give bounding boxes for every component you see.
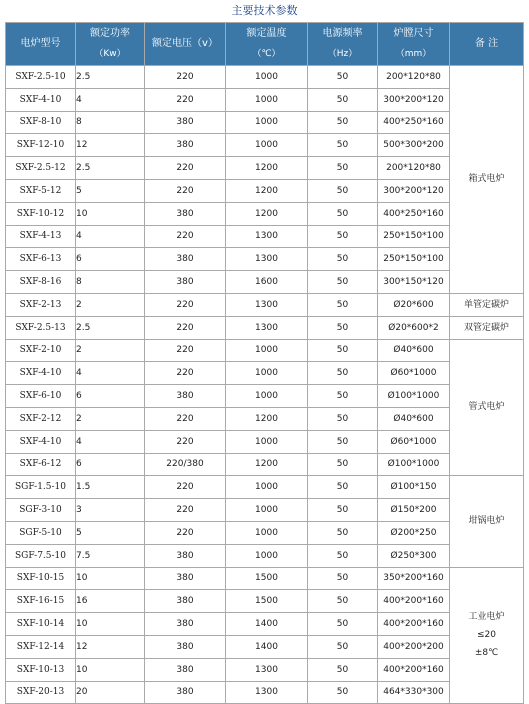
cell-model: SXF-8-16 (6, 271, 76, 294)
note-line: 工业电炉 (468, 612, 505, 623)
cell-freq: 50 (308, 567, 378, 590)
cell-freq: 50 (308, 225, 378, 248)
cell-power: 2.5 (76, 66, 145, 89)
cell-model: SXF-2.5-12 (6, 157, 76, 180)
cell-model: SXF-12-14 (6, 635, 76, 658)
cell-temp: 1300 (226, 225, 308, 248)
cell-size: Ø40*600 (378, 339, 450, 362)
cell-temp: 1300 (226, 681, 308, 704)
cell-temp: 1000 (226, 499, 308, 522)
note-line: 坩锅电炉 (468, 516, 505, 527)
cell-freq: 50 (308, 658, 378, 681)
cell-voltage: 220 (145, 88, 226, 111)
cell-model: SXF-16-15 (6, 590, 76, 613)
cell-power: 2 (76, 293, 145, 316)
cell-freq: 50 (308, 385, 378, 408)
cell-note (450, 316, 524, 339)
cell-power: 2.5 (76, 316, 145, 339)
cell-temp: 1200 (226, 202, 308, 225)
cell-temp: 1000 (226, 134, 308, 157)
cell-power: 6 (76, 385, 145, 408)
cell-size: 300*200*120 (378, 179, 450, 202)
cell-temp: 1400 (226, 635, 308, 658)
cell-power: 8 (76, 111, 145, 134)
table-row (6, 590, 524, 613)
cell-voltage: 220 (145, 316, 226, 339)
note-line: 箱式电炉 (468, 174, 505, 185)
table-row (6, 476, 524, 499)
cell-size: 400*200*160 (378, 613, 450, 636)
cell-power: 20 (76, 681, 145, 704)
cell-voltage: 220 (145, 66, 226, 89)
cell-voltage: 380 (145, 134, 226, 157)
cell-freq: 50 (308, 293, 378, 316)
cell-size: Ø150*200 (378, 499, 450, 522)
cell-freq: 50 (308, 362, 378, 385)
table-row (6, 66, 524, 89)
cell-model: SXF-2.5-13 (6, 316, 76, 339)
cell-freq: 50 (308, 590, 378, 613)
table-row (6, 521, 524, 544)
cell-model: SXF-10-14 (6, 613, 76, 636)
cell-note (450, 339, 524, 476)
cell-model: SXF-10-15 (6, 567, 76, 590)
cell-freq: 50 (308, 635, 378, 658)
table-row (6, 88, 524, 111)
cell-model: SXF-5-12 (6, 179, 76, 202)
cell-voltage: 220 (145, 476, 226, 499)
cell-freq: 50 (308, 66, 378, 89)
header-size: 炉膛尺寸 （mm） (378, 23, 450, 66)
table-row (6, 179, 524, 202)
note-line: ±8℃ (474, 648, 499, 659)
cell-size: Ø200*250 (378, 521, 450, 544)
cell-power: 10 (76, 658, 145, 681)
cell-power: 4 (76, 225, 145, 248)
cell-power: 7.5 (76, 544, 145, 567)
table-row (6, 453, 524, 476)
cell-temp: 1500 (226, 590, 308, 613)
spec-table (5, 22, 524, 704)
cell-size: Ø60*1000 (378, 362, 450, 385)
cell-freq: 50 (308, 271, 378, 294)
cell-power: 16 (76, 590, 145, 613)
table-row (6, 385, 524, 408)
cell-power: 12 (76, 134, 145, 157)
cell-power: 2.5 (76, 157, 145, 180)
cell-temp: 1000 (226, 339, 308, 362)
header-temp: 额定温度 （℃） (226, 23, 308, 66)
cell-model: SXF-20-13 (6, 681, 76, 704)
cell-size: 464*330*300 (378, 681, 450, 704)
cell-note (450, 476, 524, 567)
cell-size: 500*300*200 (378, 134, 450, 157)
cell-model: SXF-4-10 (6, 362, 76, 385)
cell-voltage: 380 (145, 658, 226, 681)
header-freq: 电源频率 （Hz） (308, 23, 378, 66)
cell-freq: 50 (308, 88, 378, 111)
cell-temp: 1300 (226, 248, 308, 271)
cell-model: SXF-2.5-10 (6, 66, 76, 89)
cell-voltage: 380 (145, 544, 226, 567)
cell-temp: 1000 (226, 111, 308, 134)
cell-model: SGF-1.5-10 (6, 476, 76, 499)
table-row (6, 681, 524, 704)
cell-power: 5 (76, 521, 145, 544)
cell-model: SGF-7.5-10 (6, 544, 76, 567)
cell-power: 2 (76, 339, 145, 362)
cell-model: SGF-3-10 (6, 499, 76, 522)
cell-size: 400*200*160 (378, 590, 450, 613)
cell-size: 400*250*160 (378, 202, 450, 225)
cell-model: SXF-10-13 (6, 658, 76, 681)
cell-model: SXF-2-13 (6, 293, 76, 316)
table-row (6, 430, 524, 453)
cell-model: SXF-10-12 (6, 202, 76, 225)
cell-power: 4 (76, 88, 145, 111)
cell-power: 5 (76, 179, 145, 202)
cell-model: SXF-6-12 (6, 453, 76, 476)
cell-voltage: 220 (145, 157, 226, 180)
cell-size: Ø100*150 (378, 476, 450, 499)
cell-power: 10 (76, 613, 145, 636)
cell-voltage: 220 (145, 293, 226, 316)
cell-model: SXF-4-13 (6, 225, 76, 248)
cell-note (450, 66, 524, 294)
cell-voltage: 220 (145, 225, 226, 248)
cell-size: 250*150*100 (378, 248, 450, 271)
cell-voltage: 380 (145, 590, 226, 613)
cell-voltage: 220 (145, 179, 226, 202)
table-row (6, 157, 524, 180)
cell-freq: 50 (308, 157, 378, 180)
cell-size: 400*200*200 (378, 635, 450, 658)
cell-temp: 1500 (226, 567, 308, 590)
cell-size: 250*150*100 (378, 225, 450, 248)
cell-voltage: 380 (145, 271, 226, 294)
cell-voltage: 380 (145, 111, 226, 134)
cell-temp: 1000 (226, 66, 308, 89)
table-row (6, 613, 524, 636)
cell-freq: 50 (308, 316, 378, 339)
cell-size: Ø250*300 (378, 544, 450, 567)
cell-size: 400*200*160 (378, 658, 450, 681)
table-row (6, 248, 524, 271)
cell-model: SXF-6-13 (6, 248, 76, 271)
cell-size: 300*200*120 (378, 88, 450, 111)
table-row (6, 362, 524, 385)
cell-voltage: 380 (145, 567, 226, 590)
cell-power: 10 (76, 567, 145, 590)
cell-voltage: 220 (145, 339, 226, 362)
table-row (6, 499, 524, 522)
cell-power: 2 (76, 407, 145, 430)
table-row (6, 635, 524, 658)
page-title: 主要技术参数 (231, 4, 298, 17)
cell-voltage: 380 (145, 248, 226, 271)
cell-freq: 50 (308, 248, 378, 271)
cell-temp: 1200 (226, 179, 308, 202)
cell-size: 350*200*160 (378, 567, 450, 590)
cell-power: 12 (76, 635, 145, 658)
table-row (6, 407, 524, 430)
cell-temp: 1000 (226, 430, 308, 453)
table-row (6, 134, 524, 157)
cell-voltage: 220 (145, 521, 226, 544)
cell-voltage: 380 (145, 613, 226, 636)
cell-model: SXF-8-10 (6, 111, 76, 134)
cell-model: SXF-4-10 (6, 430, 76, 453)
table-row (6, 567, 524, 590)
table-row (6, 658, 524, 681)
cell-model: SXF-6-10 (6, 385, 76, 408)
cell-temp: 1200 (226, 453, 308, 476)
note-line: 管式电炉 (468, 402, 505, 413)
cell-freq: 50 (308, 339, 378, 362)
cell-size: Ø100*1000 (378, 385, 450, 408)
cell-model: SGF-5-10 (6, 521, 76, 544)
cell-freq: 50 (308, 521, 378, 544)
cell-freq: 50 (308, 681, 378, 704)
cell-freq: 50 (308, 202, 378, 225)
cell-temp: 1000 (226, 544, 308, 567)
cell-freq: 50 (308, 111, 378, 134)
table-header-row (6, 23, 524, 66)
cell-power: 4 (76, 430, 145, 453)
cell-voltage: 380 (145, 385, 226, 408)
cell-model: SXF-2-10 (6, 339, 76, 362)
cell-temp: 1600 (226, 271, 308, 294)
cell-voltage: 380 (145, 635, 226, 658)
cell-freq: 50 (308, 179, 378, 202)
table-row (6, 544, 524, 567)
cell-size: Ø40*600 (378, 407, 450, 430)
cell-size: Ø20*600*2 (378, 316, 450, 339)
table-body (6, 66, 524, 704)
cell-power: 4 (76, 362, 145, 385)
cell-model: SXF-4-10 (6, 88, 76, 111)
cell-power: 6 (76, 453, 145, 476)
table-row (6, 339, 524, 362)
cell-freq: 50 (308, 453, 378, 476)
cell-temp: 1200 (226, 157, 308, 180)
cell-temp: 1000 (226, 476, 308, 499)
cell-size: Ø20*600 (378, 293, 450, 316)
cell-temp: 1200 (226, 407, 308, 430)
table-row (6, 293, 524, 316)
cell-voltage: 380 (145, 681, 226, 704)
cell-temp: 1300 (226, 293, 308, 316)
cell-freq: 50 (308, 544, 378, 567)
table-row (6, 271, 524, 294)
cell-power: 10 (76, 202, 145, 225)
cell-voltage: 220 (145, 430, 226, 453)
header-voltage: 额定电压（v） (145, 23, 226, 66)
cell-note (450, 293, 524, 316)
cell-voltage: 220 (145, 362, 226, 385)
cell-temp: 1400 (226, 613, 308, 636)
cell-voltage: 220 (145, 499, 226, 522)
cell-temp: 1000 (226, 385, 308, 408)
cell-size: 400*250*160 (378, 111, 450, 134)
cell-size: Ø60*1000 (378, 430, 450, 453)
table-row (6, 225, 524, 248)
note-line: 双管定碳炉 (463, 322, 509, 333)
cell-voltage: 220 (145, 407, 226, 430)
cell-freq: 50 (308, 407, 378, 430)
note-line: 单管定碳炉 (463, 299, 509, 310)
cell-temp: 1300 (226, 658, 308, 681)
cell-freq: 50 (308, 499, 378, 522)
cell-power: 3 (76, 499, 145, 522)
cell-model: SXF-12-10 (6, 134, 76, 157)
cell-power: 1.5 (76, 476, 145, 499)
table-row (6, 111, 524, 134)
cell-voltage: 380 (145, 202, 226, 225)
cell-freq: 50 (308, 430, 378, 453)
cell-freq: 50 (308, 134, 378, 157)
table-row (6, 316, 524, 339)
note-line: ≤20 (477, 630, 496, 641)
header-power: 额定功率 （Kw） (76, 23, 145, 66)
cell-temp: 1000 (226, 362, 308, 385)
header-model: 电炉型号 (6, 23, 76, 66)
cell-freq: 50 (308, 613, 378, 636)
cell-size: 200*120*80 (378, 157, 450, 180)
cell-power: 6 (76, 248, 145, 271)
cell-freq: 50 (308, 476, 378, 499)
cell-power: 8 (76, 271, 145, 294)
cell-temp: 1300 (226, 316, 308, 339)
cell-size: 300*150*120 (378, 271, 450, 294)
cell-model: SXF-2-12 (6, 407, 76, 430)
table-row (6, 202, 524, 225)
header-note: 备 注 (450, 23, 524, 66)
cell-temp: 1000 (226, 88, 308, 111)
cell-size: 200*120*80 (378, 66, 450, 89)
cell-voltage: 220/380 (145, 453, 226, 476)
cell-note (450, 567, 524, 704)
cell-size: Ø100*1000 (378, 453, 450, 476)
cell-temp: 1000 (226, 521, 308, 544)
